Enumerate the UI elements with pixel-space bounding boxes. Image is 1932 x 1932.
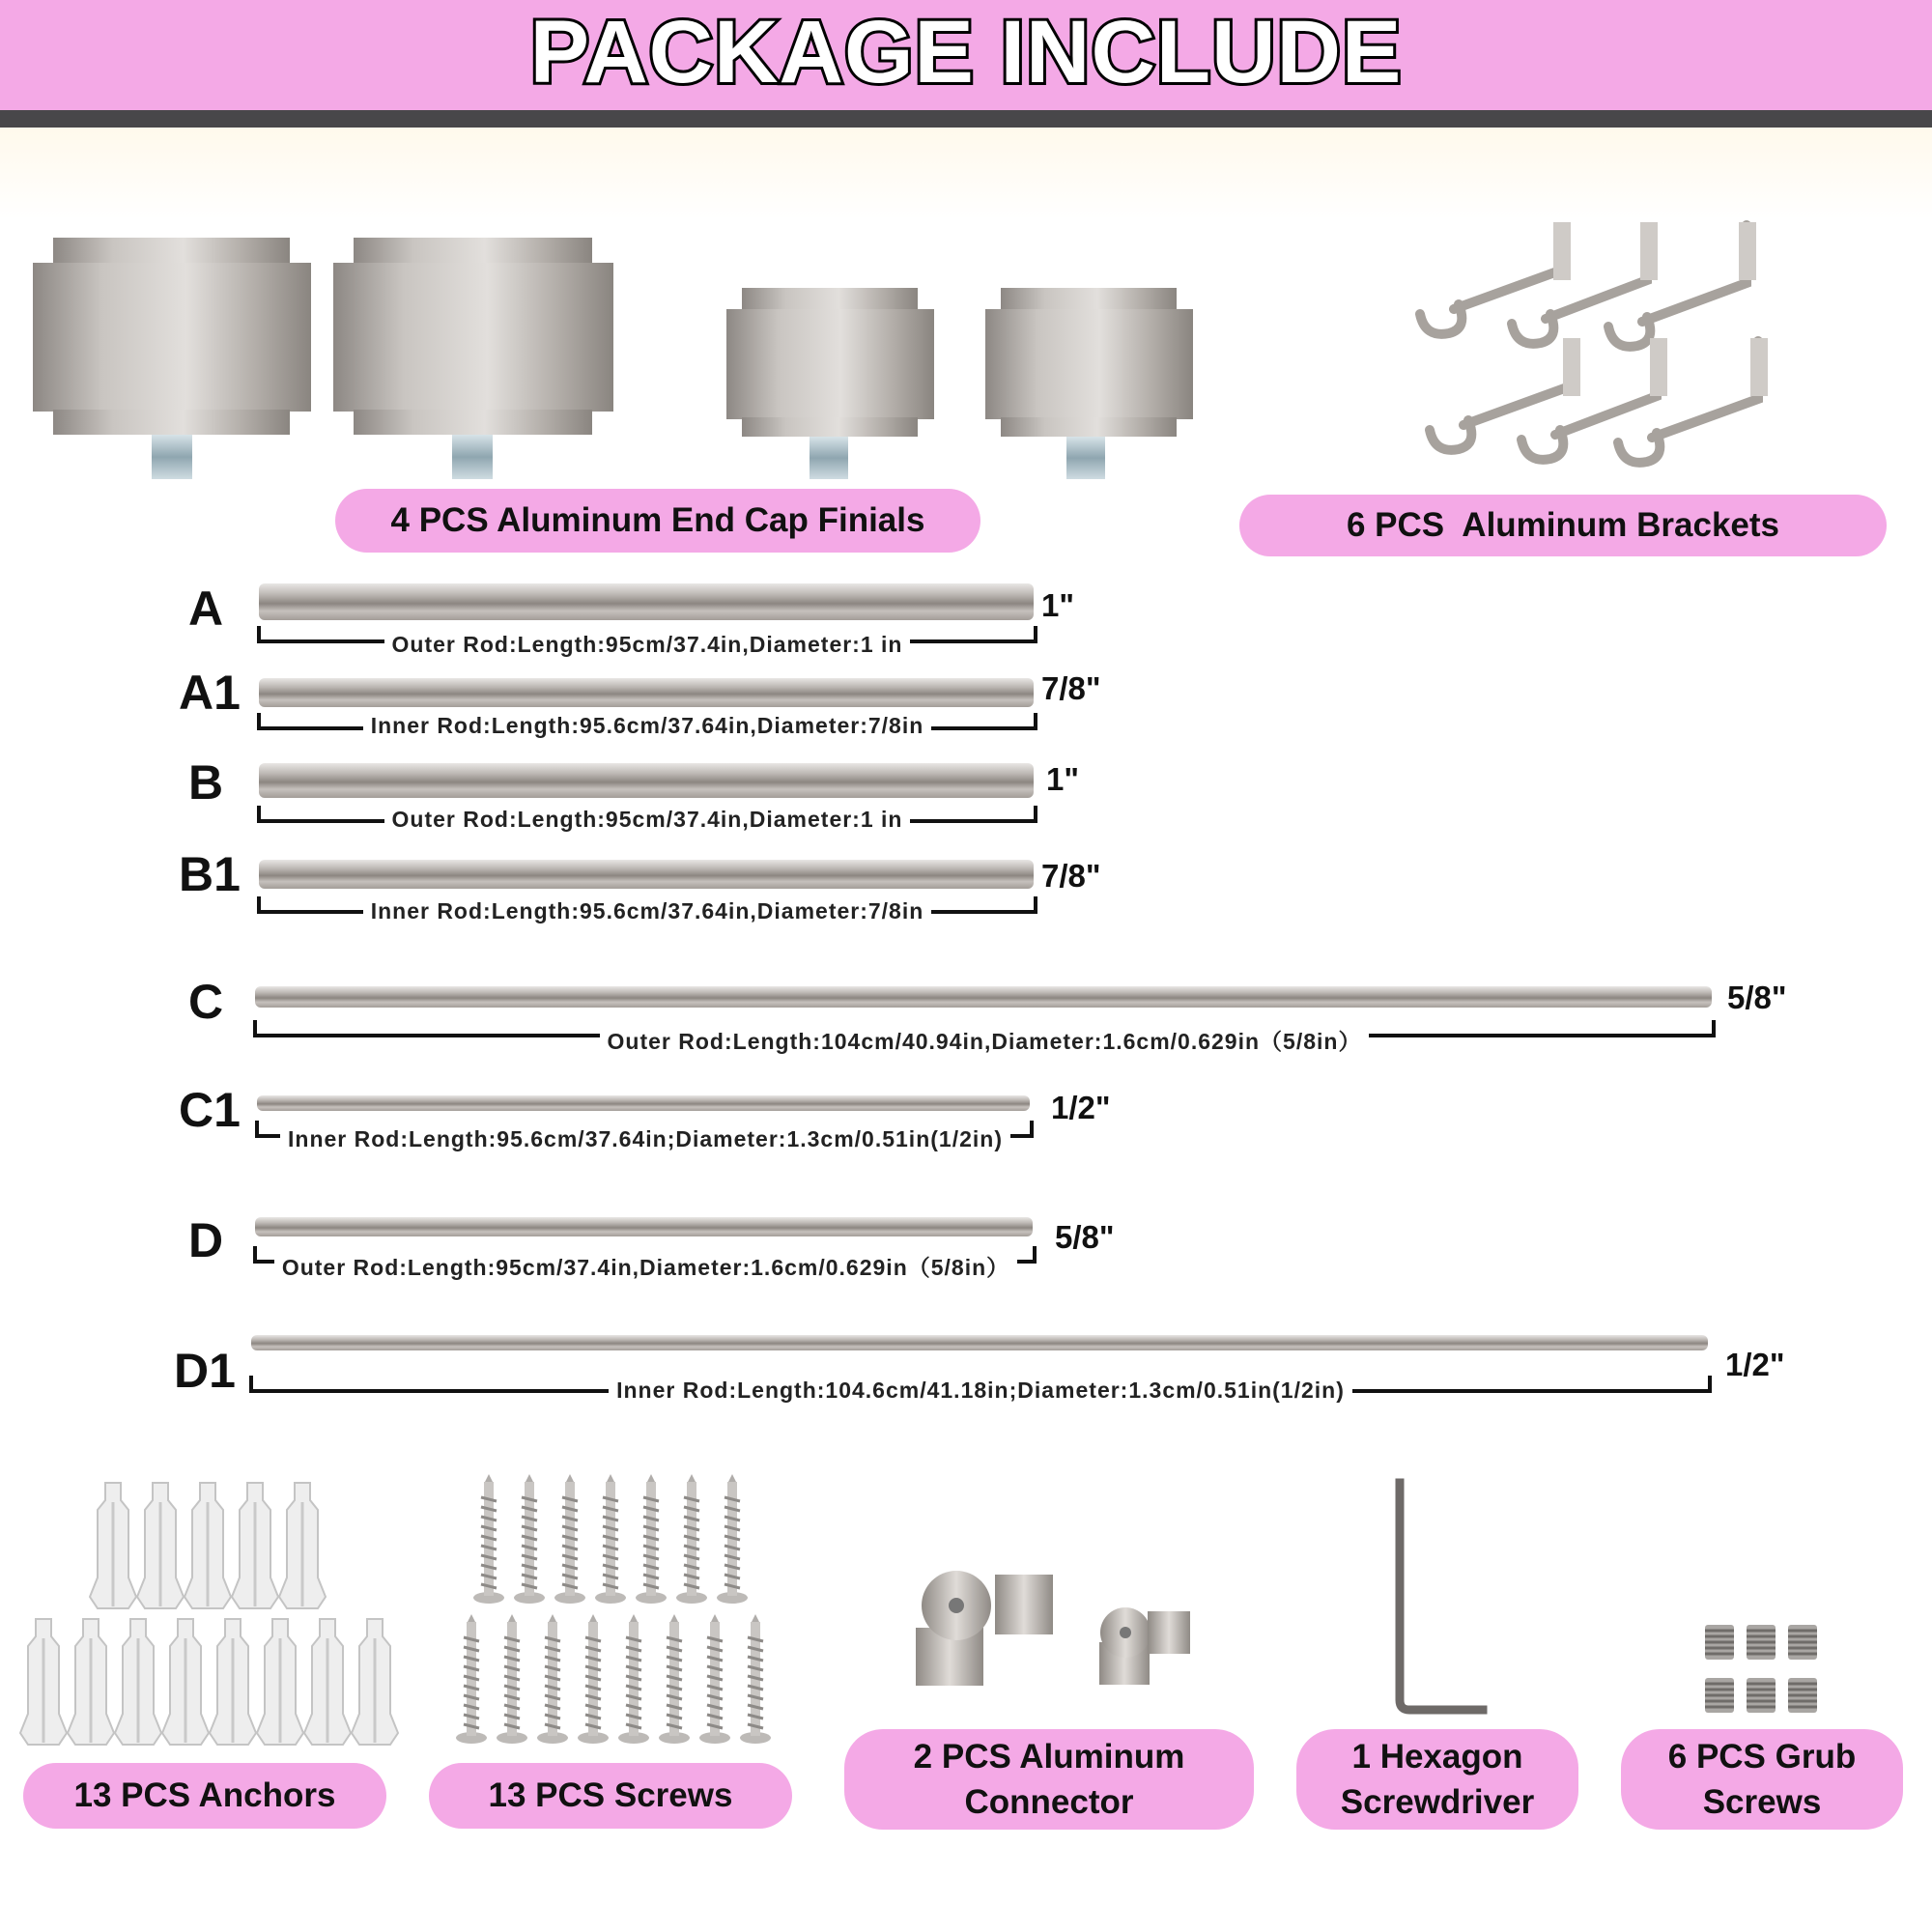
- connector-label-line1: 2 PCS Aluminum: [913, 1737, 1185, 1776]
- grub-screws-label: [1621, 1729, 1903, 1830]
- rod-a-diameter: 1": [1041, 587, 1074, 623]
- rod-d-diameter: 5/8": [1055, 1219, 1115, 1255]
- rod-c1-spec: Inner Rod:Length:95.6cm/37.64in;Diameter:1.3cm/0.51in(1/2in): [280, 1126, 1010, 1152]
- anchors-label: [23, 1763, 386, 1829]
- finials-label-text: 4 PCS Aluminum End Cap Finials: [390, 501, 925, 540]
- rod-a-spec: Outer Rod:Length:95cm/37.4in,Diameter:1 in: [384, 632, 911, 658]
- brackets-label-text: 6 PCS Aluminum Brackets: [1346, 506, 1779, 545]
- rod-d1-diameter: 1/2": [1725, 1347, 1785, 1382]
- rod-d-spec: Outer Rod:Length:95cm/37.4in,Diameter:1.6cm/0.629in（5/8in）: [274, 1250, 1017, 1282]
- rod-c1-letter: C1: [179, 1083, 241, 1137]
- hex-key-label-line1: 1 Hexagon: [1351, 1737, 1523, 1776]
- connector-label: [844, 1729, 1254, 1830]
- anchors-label-text: 13 PCS Anchors: [73, 1776, 336, 1815]
- rod-a1-letter: A1: [179, 666, 241, 720]
- connector-label-line2: Connector: [964, 1783, 1134, 1821]
- rod-a1-spec: Inner Rod:Length:95.6cm/37.64in,Diameter:7/8in: [363, 713, 932, 739]
- rod-b1-spec: Inner Rod:Length:95.6cm/37.64in,Diameter:7/8in: [363, 898, 932, 924]
- screws-label-text: 13 PCS Screws: [488, 1776, 733, 1815]
- hex-key-label: [1296, 1729, 1578, 1830]
- rod-c1-diameter: 1/2": [1051, 1090, 1111, 1125]
- rod-b-letter: B: [188, 755, 224, 810]
- rod-b1-diameter: 7/8": [1041, 858, 1101, 894]
- rod-d1-spec: Inner Rod:Length:104.6cm/41.18in;Diameter:1.3cm/0.51in(1/2in): [609, 1378, 1352, 1404]
- rod-b1-letter: B1: [179, 847, 241, 901]
- rod-a1-diameter: 7/8": [1041, 670, 1101, 706]
- screws-label: [429, 1763, 792, 1829]
- rod-c-letter: C: [188, 975, 224, 1029]
- hex-key-label-line2: Screwdriver: [1340, 1783, 1535, 1821]
- grub-screws-label-line1: 6 PCS Grub: [1667, 1737, 1857, 1776]
- rod-d1-letter: D1: [174, 1344, 236, 1398]
- rod-d-letter: D: [188, 1213, 224, 1267]
- rod-a-letter: A: [188, 582, 224, 636]
- rod-b-spec: Outer Rod:Length:95cm/37.4in,Diameter:1 in: [384, 807, 911, 833]
- rod-b-diameter: 1": [1046, 761, 1079, 797]
- page-title: PACKAGE INCLUDE: [529, 3, 1403, 101]
- rod-c-spec: Outer Rod:Length:104cm/40.94in,Diameter:1.6cm/0.629in（5/8in）: [600, 1024, 1370, 1056]
- grub-screws-label-line2: Screws: [1702, 1783, 1822, 1821]
- rod-c-diameter: 5/8": [1727, 980, 1787, 1015]
